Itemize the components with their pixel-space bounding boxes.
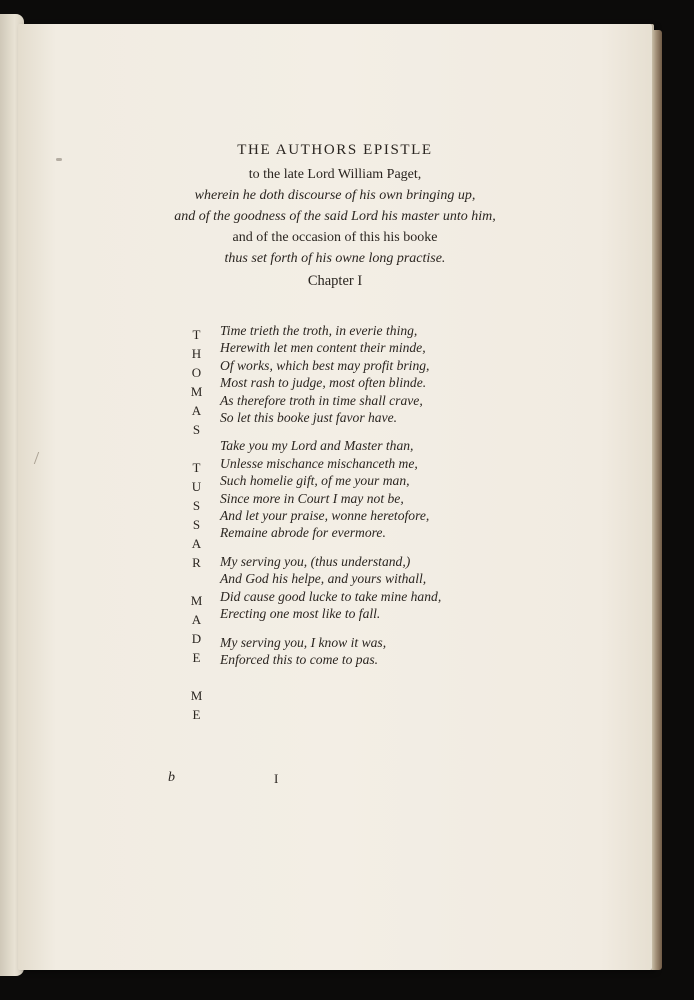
page-mark	[34, 452, 45, 464]
poem-line: Most rash to judge, most often blinde.	[220, 375, 427, 391]
subtitle-line: wherein he doth discourse of his own bringing up,	[194, 188, 476, 203]
chapter-heading: Chapter I	[307, 273, 363, 289]
poem-line: Such homelie gift, of me your man,	[220, 473, 410, 489]
subtitle-block	[18, 164, 652, 269]
poem-line: Enforced this to come to pas.	[220, 651, 379, 667]
poem-line: As therefore troth in time shall crave,	[220, 392, 423, 408]
poem-line: Of works, which best may profit bring,	[220, 357, 430, 373]
poem-stanza	[220, 322, 441, 426]
poem-line: Unlesse mischance mischanceth me,	[220, 455, 418, 471]
poem-line: My serving you, (thus understand,)	[220, 553, 411, 569]
poem-line: My serving you, I know it was,	[220, 634, 387, 650]
signature-mark: b	[168, 770, 175, 785]
page-stack-edge	[652, 30, 662, 970]
subtitle-line: to the late Lord William Paget,	[248, 167, 422, 182]
subtitle-line: thus set forth of his owne long practise.	[224, 251, 446, 266]
poem-line: Remaine abrode for evermore.	[220, 525, 386, 541]
acrostic-vertical-text: THOMAS TUSSAR MADE ME	[189, 327, 204, 726]
poem-line: Time trieth the troth, in everie thing,	[220, 323, 418, 338]
poem-line: So let this booke just favor have.	[220, 410, 398, 426]
poem-line: Take you my Lord and Master than,	[220, 438, 414, 454]
subtitle-line: and of the goodness of the said Lord his master unto him,	[174, 209, 496, 224]
poem-stanza	[220, 553, 441, 623]
book-page	[18, 24, 652, 970]
page-number: I	[274, 771, 279, 786]
poem-line: And God his helpe, and yours withall,	[220, 571, 427, 587]
poem-stanza	[220, 437, 441, 541]
poem-line: Since more in Court I may not be,	[220, 490, 404, 506]
poem-line: Herewith let men content their minde,	[220, 340, 426, 356]
poem-line: Erecting one most like to fall.	[220, 606, 381, 622]
poem	[220, 322, 441, 679]
subtitle-line: and of the occasion of this his booke	[232, 230, 438, 245]
poem-line: And let your praise, wonne heretofore,	[220, 508, 430, 524]
page-title: THE AUTHORS EPISTLE	[237, 142, 433, 158]
poem-stanza	[220, 634, 441, 669]
poem-line: Did cause good lucke to take mine hand,	[220, 588, 442, 604]
